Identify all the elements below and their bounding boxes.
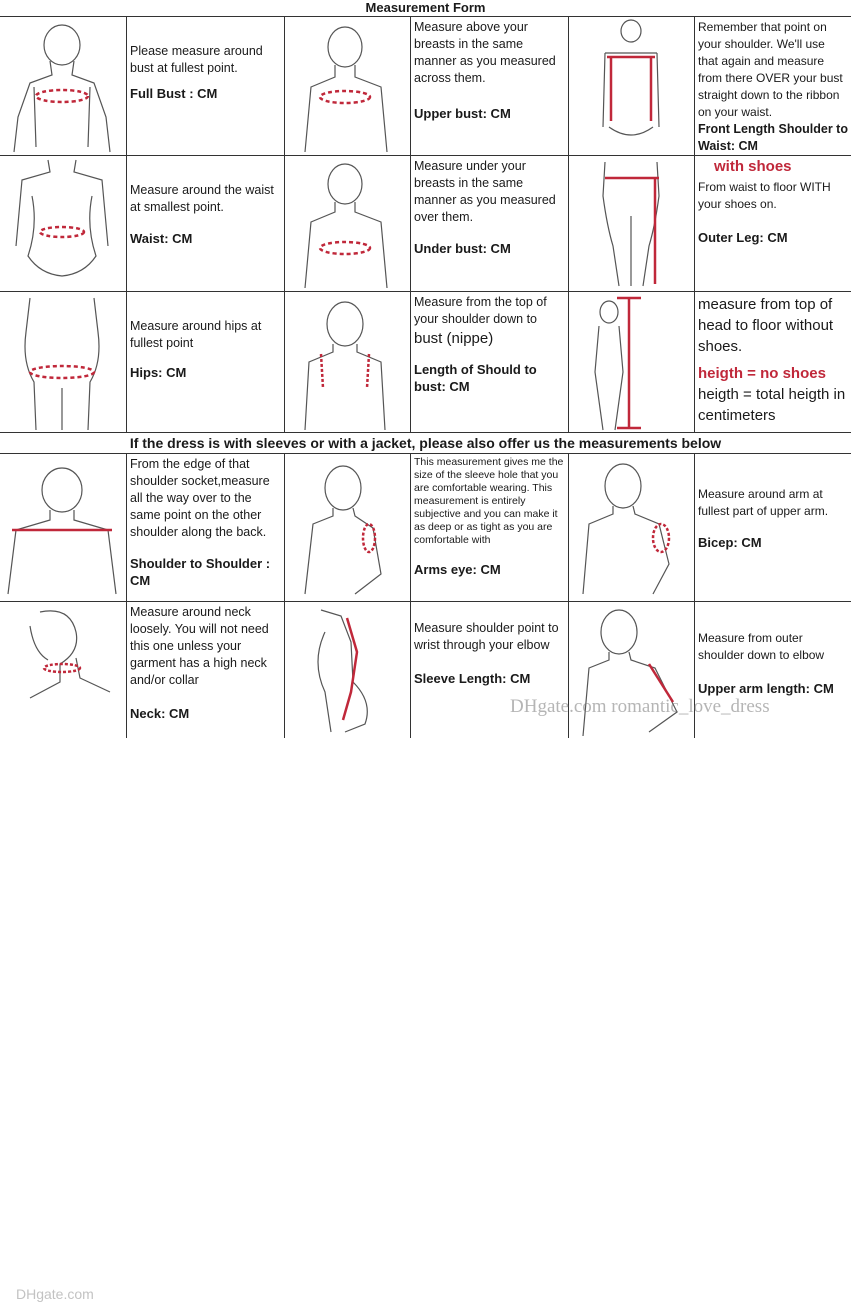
front-length-label: Front Length Shoulder to Waist: CM (698, 122, 848, 153)
body-sketch-icon (0, 17, 126, 156)
form-title: Measurement Form (365, 0, 486, 15)
body-sketch-icon (569, 454, 695, 602)
outer-leg-cell (694, 156, 851, 291)
bicep-figure (568, 454, 694, 601)
with-shoes-note: with shoes (714, 158, 792, 175)
neck-figure (0, 602, 126, 1302)
height-total-note: heigth = total heigth in centimeters (698, 386, 846, 424)
body-sketch-icon (285, 454, 411, 602)
height-figure (568, 292, 694, 432)
sleeve-length-figure (284, 602, 410, 738)
shoulder-label: Shoulder to Shoulder : CM (130, 556, 271, 588)
height-cell (694, 292, 851, 432)
upper-bust-label: Upper bust: CM (414, 106, 511, 121)
hips-description: Measure around hips at fullest point (130, 319, 262, 350)
under-bust-figure (284, 156, 410, 291)
shoulder-bust-description-2: bust (nippe) (414, 330, 494, 347)
hips-figure (0, 292, 126, 432)
shoulder-bust-cell (410, 292, 568, 432)
front-length-figure (568, 17, 694, 155)
arms-eye-cell (410, 454, 568, 601)
height-no-shoes-note: heigth = no shoes (698, 365, 826, 382)
outer-leg-description: From waist to floor WITH your shoes on. (698, 180, 831, 211)
under-bust-description: Measure under your breasts in the same manner as you measured over them. (414, 159, 556, 224)
full-bust-figure (0, 17, 126, 155)
shoulder-figure (0, 454, 126, 601)
upper-arm-label: Upper arm length: CM (698, 681, 834, 696)
shoulder-bust-label: Length of Should to bust: CM (414, 362, 537, 394)
body-sketch-icon (285, 292, 411, 433)
upper-bust-cell (410, 17, 568, 155)
table-row (0, 454, 851, 602)
body-sketch-icon (569, 17, 695, 156)
table-row (0, 292, 851, 433)
sleeve-length-label: Sleeve Length: CM (414, 671, 531, 686)
shoulder-bust-description: Measure from the top of your shoulder down to (414, 295, 547, 326)
full-bust-label: Full Bust : CM (130, 86, 218, 101)
front-length-description: Remember that point on your shoulder. We'll use that again and measure from there OVER your bust straight down to the ribbon on your waist. (698, 20, 843, 119)
bicep-description: Measure around arm at fullest part of upper arm. (698, 487, 829, 518)
shoulder-description: From the edge of that shoulder socket,measure all the way over to the same point on the other shoulder along the back. (130, 457, 270, 539)
arms-eye-description: This measurement gives me the size of the sleeve hole that you are comfortable wearing. This measurement is entirely subjective and you can make it as deep or as tight as you are comfortable with (414, 456, 564, 546)
arms-eye-figure (284, 454, 410, 601)
waist-label: Waist: CM (130, 231, 193, 246)
arms-eye-label: Arms eye: CM (414, 562, 501, 577)
sleeve-length-description: Measure shoulder point to wrist through your elbow (414, 621, 559, 652)
waist-description: Measure around the waist at smallest point. (130, 183, 274, 214)
body-sketch-icon (285, 156, 411, 292)
hips-cell (126, 292, 284, 432)
neck-label: Neck: CM (130, 706, 190, 721)
height-description: measure from top of head to floor without shoes. (698, 296, 834, 355)
body-sketch-icon (0, 454, 126, 602)
under-bust-cell (410, 156, 568, 291)
body-sketch-icon (0, 156, 126, 292)
bicep-label: Bicep: CM (698, 535, 762, 550)
watermark: DHgate.com romantic_love_dress (510, 696, 770, 717)
hips-label: Hips: CM (130, 365, 187, 380)
upper-bust-figure (284, 17, 410, 155)
upper-bust-description: Measure above your breasts in the same manner as you measured across them. (414, 20, 556, 85)
waist-figure (0, 156, 126, 291)
body-sketch-icon (285, 17, 411, 156)
body-sketch-icon (0, 602, 126, 738)
table-row (0, 17, 851, 156)
front-length-cell (694, 17, 851, 155)
body-sketch-icon (285, 602, 411, 738)
body-sketch-icon (0, 292, 126, 433)
waist-cell (126, 156, 284, 291)
full-bust-cell (126, 17, 284, 155)
under-bust-label: Under bust: CM (414, 241, 511, 256)
upper-table (0, 16, 851, 433)
shoulder-cell (126, 454, 284, 601)
bicep-cell (694, 454, 851, 601)
neck-cell (126, 602, 284, 738)
sleeve-banner: If the dress is with sleeves or with a jacket, please also offer us the measurements below (0, 432, 851, 454)
shoulder-bust-figure (284, 292, 410, 432)
outer-leg-label: Outer Leg: CM (698, 230, 788, 245)
upper-arm-description: Measure from outer shoulder down to elbow (698, 631, 825, 662)
body-sketch-icon (569, 156, 695, 292)
body-sketch-icon (569, 292, 695, 433)
outer-leg-figure (568, 156, 694, 291)
watermark-small: DHgate.com (16, 1286, 94, 1302)
full-bust-description: Please measure around bust at fullest point. (130, 44, 263, 75)
neck-description: Measure around neck loosely. You will not need this one unless your garment has a high neck and/or collar (130, 605, 269, 687)
table-row (0, 156, 851, 292)
